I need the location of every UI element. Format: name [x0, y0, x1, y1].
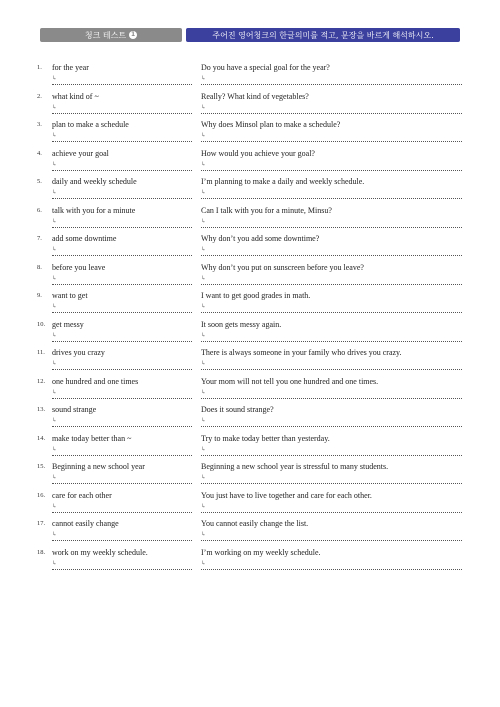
example-sentence: Try to make today better than yesterday. [201, 433, 330, 443]
answer-arrow-icon: ↳ [52, 247, 58, 253]
example-sentence: Why don’t you add some downtime? [201, 234, 320, 243]
chunk-phrase: achieve your goal [52, 148, 109, 158]
chunk-phrase: what kind of ~ [52, 91, 99, 101]
item-number: 18. [37, 548, 46, 556]
phrase-answer-line[interactable] [52, 455, 192, 456]
exercise-row [0, 229, 500, 258]
phrase-answer-line[interactable] [52, 312, 192, 313]
chunk-phrase: for the year [52, 63, 89, 72]
sentence-answer-line[interactable] [201, 369, 462, 370]
answer-arrow-icon: ↳ [52, 475, 58, 481]
sentence-answer-line[interactable] [201, 569, 462, 570]
example-sentence: You just have to live together and care for each other. [201, 490, 372, 500]
answer-arrow-icon: ↳ [201, 560, 207, 567]
section-number-badge: 1 [131, 31, 136, 38]
sentence-answer-line[interactable] [201, 255, 462, 256]
item-number: 16. [37, 491, 46, 499]
phrase-answer-line[interactable] [52, 170, 192, 171]
answer-arrow-icon: ↳ [201, 133, 207, 139]
sentence-answer-line[interactable] [201, 426, 462, 427]
sentence-answer-line[interactable] [201, 455, 462, 456]
section-title-badge [40, 28, 182, 42]
chunk-phrase: one hundred and one times [52, 376, 139, 386]
exercise-row [0, 201, 500, 230]
chunk-phrase: want to get [52, 291, 88, 300]
answer-arrow-icon: ↳ [52, 418, 58, 424]
chunk-phrase: work on my weekly schedule. [52, 547, 148, 557]
example-sentence: Beginning a new school year is stressful to many students. [201, 462, 389, 471]
chunk-phrase: before you leave [52, 262, 106, 272]
example-sentence: How would you achieve your goal? [201, 148, 315, 158]
exercise-row [0, 400, 500, 429]
chunk-phrase: Beginning a new school year [52, 462, 145, 471]
sentence-answer-line[interactable] [201, 113, 462, 114]
phrase-answer-line[interactable] [52, 198, 192, 199]
phrase-answer-line[interactable] [52, 540, 192, 541]
phrase-answer-line[interactable] [52, 369, 192, 370]
item-number: 6. [37, 206, 42, 214]
instructions-text: 주어진 영어청크의 한글의미를 적고, 문장을 바르게 해석하시오. [212, 30, 434, 40]
item-number: 13. [37, 406, 46, 413]
exercise-row [0, 429, 500, 458]
sentence-answer-line[interactable] [201, 312, 462, 313]
answer-arrow-icon: ↳ [52, 503, 58, 510]
answer-arrow-icon: ↳ [52, 446, 58, 453]
sentence-answer-line[interactable] [201, 540, 462, 541]
answer-arrow-icon: ↳ [201, 389, 207, 396]
answer-arrow-icon: ↳ [52, 560, 58, 567]
item-number: 7. [37, 235, 42, 242]
answer-arrow-icon: ↳ [201, 361, 207, 367]
chunk-phrase: care for each other [52, 490, 112, 500]
answer-arrow-icon: ↳ [201, 247, 207, 253]
item-number: 1. [37, 64, 42, 71]
item-number: 12. [37, 377, 46, 385]
sentence-answer-line[interactable] [201, 483, 462, 484]
item-number: 8. [37, 263, 42, 271]
answer-arrow-icon: ↳ [52, 361, 58, 367]
answer-arrow-icon: ↳ [52, 218, 58, 225]
sentence-answer-line[interactable] [201, 170, 462, 171]
phrase-answer-line[interactable] [52, 113, 192, 114]
item-number: 9. [37, 292, 42, 299]
item-number: 5. [37, 178, 42, 185]
phrase-answer-line[interactable] [52, 255, 192, 256]
exercise-row [0, 543, 500, 572]
answer-arrow-icon: ↳ [52, 190, 58, 196]
phrase-answer-line[interactable] [52, 426, 192, 427]
instructions-banner [186, 28, 460, 42]
answer-arrow-icon: ↳ [201, 161, 207, 168]
chunk-phrase: get messy [52, 319, 84, 329]
section-title: 청크 테스트 [84, 30, 127, 40]
example-sentence: It soon gets messy again. [201, 319, 282, 329]
chunk-phrase: sound strange [52, 405, 97, 414]
example-sentence: Really? What kind of vegetables? [201, 91, 309, 101]
sentence-answer-line[interactable] [201, 284, 462, 285]
chunk-phrase: talk with you for a minute [52, 205, 136, 215]
sentence-answer-line[interactable] [201, 512, 462, 513]
answer-arrow-icon: ↳ [201, 104, 207, 111]
chunk-phrase: make today better than ~ [52, 433, 132, 443]
answer-arrow-icon: ↳ [201, 304, 207, 310]
exercise-row [0, 172, 500, 201]
exercise-row [0, 258, 500, 287]
example-sentence: Do you have a special goal for the year? [201, 63, 330, 72]
answer-arrow-icon: ↳ [52, 133, 58, 139]
sentence-answer-line[interactable] [201, 198, 462, 199]
example-sentence: I’m working on my weekly schedule. [201, 547, 321, 557]
answer-arrow-icon: ↳ [201, 190, 207, 196]
exercise-row [0, 372, 500, 401]
sentence-answer-line[interactable] [201, 341, 462, 342]
answer-arrow-icon: ↳ [201, 418, 207, 424]
sentence-answer-line[interactable] [201, 398, 462, 399]
phrase-answer-line[interactable] [52, 284, 192, 285]
phrase-answer-line[interactable] [52, 141, 192, 142]
chunk-phrase: plan to make a schedule [52, 120, 129, 129]
answer-arrow-icon: ↳ [201, 275, 207, 282]
item-number: 14. [37, 434, 46, 442]
exercise-row [0, 286, 500, 315]
answer-arrow-icon: ↳ [201, 532, 207, 538]
example-sentence: Does it sound strange? [201, 405, 274, 414]
phrase-answer-line[interactable] [52, 84, 192, 85]
sentence-answer-line[interactable] [201, 141, 462, 142]
phrase-answer-line[interactable] [52, 569, 192, 570]
chunk-phrase: daily and weekly schedule [52, 177, 137, 186]
example-sentence: Can I talk with you for a minute, Minsu? [201, 205, 332, 215]
item-number: 11. [37, 349, 45, 356]
phrase-answer-line[interactable] [52, 512, 192, 513]
exercise-list [0, 58, 500, 571]
answer-arrow-icon: ↳ [201, 76, 207, 82]
answer-arrow-icon: ↳ [52, 389, 58, 396]
phrase-answer-line[interactable] [52, 341, 192, 342]
answer-arrow-icon: ↳ [52, 76, 58, 82]
item-number: 10. [37, 320, 46, 328]
exercise-row [0, 315, 500, 344]
answer-arrow-icon: ↳ [52, 332, 58, 339]
example-sentence: Why don’t you put on sunscreen before you leave? [201, 262, 364, 272]
phrase-answer-line[interactable] [52, 483, 192, 484]
example-sentence: There is always someone in your family who drives you crazy. [201, 348, 402, 357]
phrase-answer-line[interactable] [52, 227, 192, 228]
exercise-row [0, 115, 500, 144]
sentence-answer-line[interactable] [201, 227, 462, 228]
example-sentence: Your mom will not tell you one hundred and one times. [201, 376, 379, 386]
answer-arrow-icon: ↳ [201, 446, 207, 453]
answer-arrow-icon: ↳ [201, 218, 207, 225]
exercise-row [0, 514, 500, 543]
item-number: 15. [37, 463, 46, 470]
exercise-row [0, 144, 500, 173]
answer-arrow-icon: ↳ [52, 104, 58, 111]
answer-arrow-icon: ↳ [52, 275, 58, 282]
answer-arrow-icon: ↳ [52, 304, 58, 310]
chunk-phrase: add some downtime [52, 234, 117, 243]
answer-arrow-icon: ↳ [201, 332, 207, 339]
item-number: 4. [37, 149, 42, 157]
chunk-phrase: cannot easily change [52, 519, 119, 528]
exercise-row [0, 457, 500, 486]
exercise-row [0, 58, 500, 87]
item-number: 2. [37, 92, 42, 100]
exercise-row [0, 87, 500, 116]
answer-arrow-icon: ↳ [52, 161, 58, 168]
example-sentence: Why does Minsol plan to make a schedule? [201, 120, 341, 129]
item-number: 17. [37, 520, 46, 527]
example-sentence: I want to get good grades in math. [201, 291, 311, 300]
answer-arrow-icon: ↳ [201, 503, 207, 510]
chunk-phrase: drives you crazy [52, 348, 105, 357]
exercise-row [0, 486, 500, 515]
phrase-answer-line[interactable] [52, 398, 192, 399]
example-sentence: You cannot easily change the list. [201, 519, 309, 528]
answer-arrow-icon: ↳ [52, 532, 58, 538]
item-number: 3. [37, 121, 42, 128]
answer-arrow-icon: ↳ [201, 475, 207, 481]
exercise-row [0, 343, 500, 372]
sentence-answer-line[interactable] [201, 84, 462, 85]
example-sentence: I’m planning to make a daily and weekly schedule. [201, 177, 365, 186]
